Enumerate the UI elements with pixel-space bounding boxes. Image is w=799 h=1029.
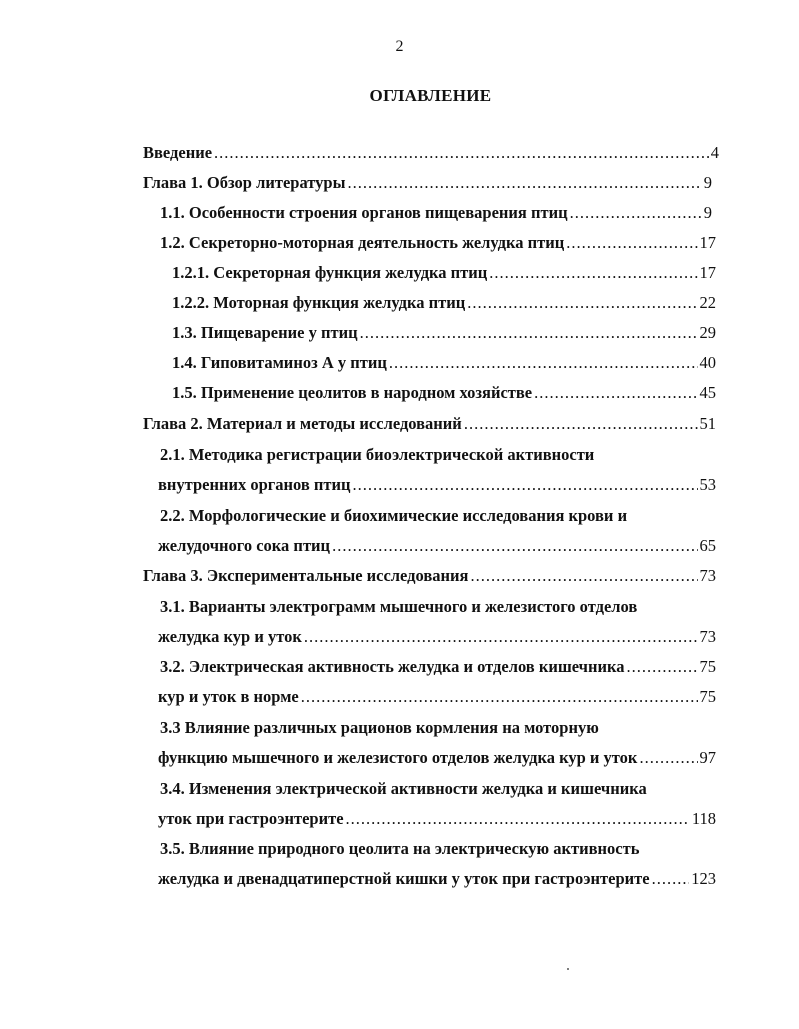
page-number: 2 xyxy=(395,38,404,55)
toc-title: ОГЛАВЛЕНИЕ xyxy=(369,86,492,105)
leader-dots xyxy=(467,293,697,313)
toc-entry-page: 73 xyxy=(699,627,716,646)
toc-entry-1-2-2 xyxy=(172,293,716,319)
toc-entry-3-4 xyxy=(158,809,716,835)
toc-entry-text: 1.1. Особенности строения органов пищеварения птиц xyxy=(160,203,568,222)
toc-entry-page: 51 xyxy=(699,414,716,433)
toc-entry-chapter-3 xyxy=(143,566,716,592)
toc-entry-page: 4 xyxy=(710,143,719,162)
toc-entry-text: 1.2.2. Моторная функция желудка птиц xyxy=(172,293,466,312)
toc-entry-3-3-line1: 3.3 Влияние различных рационов кормления на моторную xyxy=(160,718,599,737)
toc-entry-page: 97 xyxy=(699,748,716,767)
toc-entry-3-4-line1: 3.4. Изменения электрической активности желудка и кишечника xyxy=(160,779,647,798)
leader-dots xyxy=(627,657,698,677)
toc-entry-1-5 xyxy=(172,383,716,409)
toc-entry-text: желудочного сока птиц xyxy=(158,536,331,555)
toc-entry-chapter-2 xyxy=(143,414,716,440)
leader-dots xyxy=(489,263,697,283)
toc-entry-3-2 xyxy=(160,657,716,683)
toc-entry-text: 3.2. Электрическая активность желудка и отделов кишечника xyxy=(160,657,625,676)
toc-entry-2-2 xyxy=(158,536,716,562)
leader-dots xyxy=(566,233,697,253)
toc-entry-page: 9 xyxy=(703,203,712,222)
toc-entry-2-1 xyxy=(158,475,716,501)
toc-entry-1-2 xyxy=(160,233,716,259)
toc-entry-page: 29 xyxy=(699,323,716,342)
leader-dots xyxy=(464,414,698,434)
toc-entry-page: 45 xyxy=(699,383,716,402)
toc-entry-1-4 xyxy=(172,353,716,379)
toc-entry-3-5-line1: 3.5. Влияние природного цеолита на электрическую активность xyxy=(160,839,640,858)
leader-dots xyxy=(389,353,698,373)
toc-entry-chapter-1 xyxy=(143,173,712,199)
leader-dots xyxy=(301,687,698,707)
toc-entry-introduction xyxy=(143,143,719,169)
toc-entry-text: Глава 1. Обзор литературы xyxy=(143,173,346,192)
leader-dots xyxy=(332,536,697,556)
toc-entry-3-1-line1: 3.1. Варианты электрограмм мышечного и железистого отделов xyxy=(160,597,638,616)
toc-entry-text: уток при гастроэнтерите xyxy=(158,809,344,828)
toc-entry-2-2-line1: 2.2. Морфологические и биохимические исследования крови и xyxy=(160,506,628,525)
toc-entry-page: 123 xyxy=(691,869,716,888)
toc-entry-text: желудка кур и уток xyxy=(158,627,302,646)
leader-dots xyxy=(348,173,702,193)
leader-dots xyxy=(470,566,697,586)
leader-dots xyxy=(652,869,690,889)
toc-entry-page: 118 xyxy=(691,809,716,828)
toc-entry-1-3 xyxy=(172,323,716,349)
toc-entry-3-1 xyxy=(158,627,716,653)
toc-entry-page: 22 xyxy=(699,293,716,312)
toc-entry-1-1 xyxy=(160,203,712,229)
toc-entry-text: внутренних органов птиц xyxy=(158,475,351,494)
toc-entry-text: 1.5. Применение цеолитов в народном хозяйстве xyxy=(172,383,533,402)
toc-entry-3-2-continuation xyxy=(158,687,716,713)
leader-dots xyxy=(346,809,690,829)
toc-entry-page: 17 xyxy=(699,263,716,282)
toc-entry-page: 9 xyxy=(703,173,712,192)
scan-speck xyxy=(567,968,569,970)
toc-entry-text: 1.2. Секреторно-моторная деятельность желудка птиц xyxy=(160,233,565,252)
leader-dots xyxy=(353,475,698,495)
toc-entry-1-2-1 xyxy=(172,263,716,289)
leader-dots xyxy=(214,143,709,163)
toc-entry-text: Глава 3. Экспериментальные исследования xyxy=(143,566,469,585)
toc-entry-text: кур и уток в норме xyxy=(158,687,299,706)
leader-dots xyxy=(639,748,697,768)
toc-entry-text: Глава 2. Материал и методы исследований xyxy=(143,414,462,433)
leader-dots xyxy=(570,203,702,223)
toc-entry-3-3 xyxy=(158,748,716,774)
toc-entry-text: функцию мышечного и железистого отделов желудка кур и уток xyxy=(158,748,638,767)
leader-dots xyxy=(534,383,697,403)
toc-entry-text: 1.4. Гиповитаминоз А у птиц xyxy=(172,353,387,372)
toc-entry-page: 40 xyxy=(699,353,716,372)
toc-entry-page: 75 xyxy=(699,657,716,676)
toc-entry-page: 17 xyxy=(699,233,716,252)
leader-dots xyxy=(304,627,698,647)
toc-entry-page: 75 xyxy=(699,687,716,706)
toc-entry-text: 1.2.1. Секреторная функция желудка птиц xyxy=(172,263,488,282)
toc-entry-page: 65 xyxy=(699,536,716,555)
toc-entry-text: желудка и двенадцатиперстной кишки у уток при гастроэнтерите xyxy=(158,869,650,888)
leader-dots xyxy=(360,323,698,343)
toc-entry-text: 1.3. Пищеварение у птиц xyxy=(172,323,358,342)
toc-entry-2-1-line1: 2.1. Методика регистрации биоэлектрической активности xyxy=(160,445,595,464)
toc-entry-text: Введение xyxy=(143,143,213,162)
toc-entry-3-5 xyxy=(158,869,716,895)
toc-entry-page: 73 xyxy=(699,566,716,585)
toc-entry-page: 53 xyxy=(699,475,716,494)
